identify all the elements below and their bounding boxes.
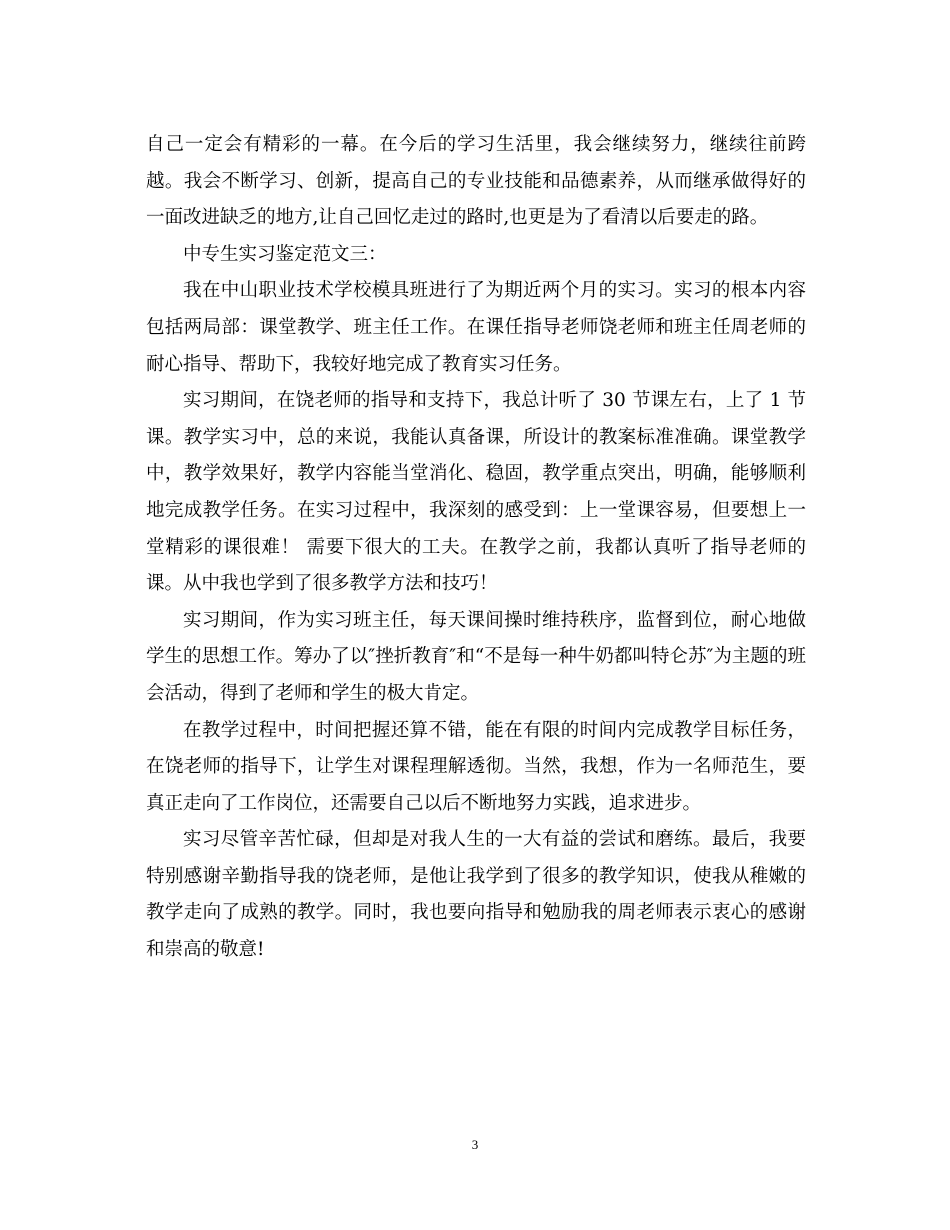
- paragraph: 实习尽管辛苦忙碌，但却是对我人生的一大有益的尝试和磨练。最后，我要特别感谢辛勤指导我的饶老师，是他让我学到了很多的教学知识，使我从稚嫩的教学走向了成熟的教学。同时，我也要向指导和勉励我的周老师表示衷心的感谢和崇高的敬意!: [146, 829, 806, 961]
- paragraph: 实习期间，作为实习班主任，每天课间操时维持秩序，监督到位，耐心地做学生的思想工作。筹办了以″挫折教育″和“不是每一种牛奶都叫特仑苏″为主题的班会活动，得到了老师和学生的极大肯定。: [146, 609, 806, 704]
- page-number: 3: [471, 1137, 479, 1152]
- section-heading: 中专生实习鉴定范文三：: [183, 243, 387, 265]
- paragraph: 我在中山职业技术学校模具班进行了为期近两个月的实习。实习的根本内容包括两局部：课堂教学、班主任工作。在课任指导老师饶老师和班主任周老师的耐心指导、帮助下，我较好地完成了教育实习任务。: [146, 280, 806, 375]
- paragraph-continued: 自己一定会有精彩的一幕。在今后的学习生活里，我会继续努力，继续往前跨越。我会不断学习、创新，提高自己的专业技能和品德素养，从而继承做得好的一面改进缺乏的地方,让自己回忆走过的路时,也更是为了看清以后要走的路。: [146, 134, 806, 229]
- paragraph: 实习期间，在饶老师的指导和支持下，我总计听了 30 节课左右，上了 1 节课。教学实习中，总的来说，我能认真备课，所设计的教案标准准确。课堂教学中，教学效果好，教学内容能当堂消化、稳固，教学重点突出，明确，能够顺利地完成教学任务。在实习过程中，我深刻的感受到：上一堂课容易，但要想上一堂精彩的课很难！ 需要下很大的工夫。在教学之前，我都认真听了指导老师的课。从中我也学到了很多教学方法和技巧！: [146, 390, 806, 595]
- document-body: [146, 127, 806, 969]
- paragraph: 在教学过程中，时间把握还算不错，能在有限的时间内完成教学目标任务，在饶老师的指导下，让学生对课程理解透彻。当然，我想，作为一名师范生，要真正走向了工作岗位，还需要自己以后不断地努力实践，追求进步。: [146, 719, 806, 814]
